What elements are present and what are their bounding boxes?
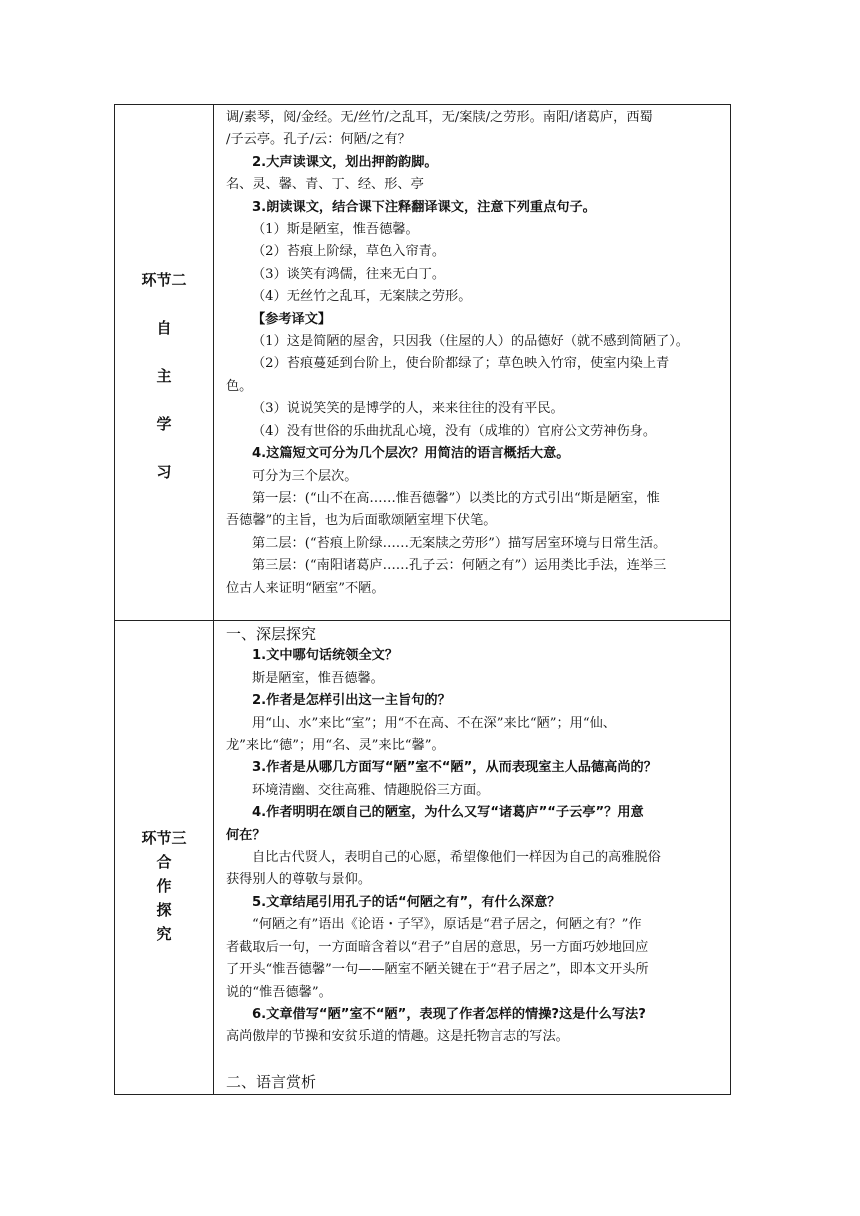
section-two-label-cell [115,105,214,621]
section-two-label: 环节二 自 主 学 习 [141,271,187,481]
layer-one: 第一层：(“山不在高……惟吾德馨”）以类比的方式引出“斯是陋室，惟 [252,490,660,506]
layer-three: 第三层：(“南阳诸葛庐……孔子云：何陋之有”）运用类比手法，连举三 [252,558,667,574]
question-2: 2.作者是怎样引出这一主旨句的？ [252,693,451,709]
question-3: 3.作者是从哪几方面写“陋”室不“陋”，从而表现室主人品德高尚的？ [252,760,657,776]
answer-5: 者截取后一句，一方面暗含着以“君子”自居的意思，另一方面巧妙地回应 [226,939,649,955]
answer-4: 获得别人的尊敬与景仰。 [226,872,372,888]
section-three-content [214,621,731,1095]
text-continuation: /子云亭。孔子/云：何陋/之有？ [226,132,411,148]
question-4: 何在？ [226,827,266,843]
table-row-section-two [115,105,731,621]
table-row-section-three [115,621,731,1095]
section-three-label: 环节三 合 作 探 究 [141,829,187,943]
answer-6: 高尚傲岸的节操和安贫乐道的情趣。这是托物言志的写法。 [226,1029,569,1045]
answer-2: 用“山、水”来比“室”；用“不在高、不在深”来比“陋”；用“仙、 [252,715,616,731]
layer-three: 位古人来证明“陋室”不陋。 [226,580,385,596]
text-continuation: 调/素琴，阅/金经。无/丝竹/之乱耳，无/案牍/之劳形。南阳/诸葛庐，西蜀 [226,110,653,125]
translation: （3）说说笑笑的是博学的人，来来往往的没有平民。 [252,401,564,417]
question-3: 3.朗读课文，结合课下注释翻译课文，注意下列重点句子。 [252,199,596,215]
section-three-label-cell [115,621,214,1095]
layer-one: 吾德馨”的主旨，也为后面歌颂陋室埋下伏笔。 [226,513,497,529]
lesson-table [114,104,731,1095]
key-sentence: （3）谈笑有鸿儒，往来无白丁。 [252,266,446,282]
question-5: 5.文章结尾引用孔子的话“何陋之有”，有什么深意？ [252,894,561,910]
translation: 色。 [226,378,253,394]
answer-4: 可分为三个层次。 [252,468,358,484]
translation: （1）这是简陋的屋舍，只因我（住屋的人）的品德好（就不感到简陋了）。 [252,334,689,350]
answer-5: “何陋之有”语出《论语・子罕》，原话是“君子居之，何陋之有？”作 [252,917,642,933]
answer-4: 自比古代贤人，表明自己的心愿，希望像他们一样因为自己的高雅脱俗 [252,850,661,866]
layer-two: 第二层：(“苔痕上阶绿……无案牍之劳形”）描写居室环境与日常生活。 [252,535,667,551]
answer-2: 名、灵、馨、青、丁、经、形、亭 [226,177,424,193]
question-1: 1.文中哪句话统领全文？ [252,648,399,664]
question-4: 4.这篇短文可分为几个层次？用简洁的语言概括大意。 [252,446,570,462]
answer-1: 斯是陋室，惟吾德馨。 [252,670,384,686]
key-sentence: （4）无丝竹之乱耳，无案牍之劳形。 [252,289,472,305]
question-6: 6.文章借写“陋”室不“陋”，表现了作者怎样的情操?这是什么写法? [252,1006,646,1022]
heading-language-appreciation: 二、语言赏析 [226,1072,317,1091]
answer-2: 龙”来比“德”；用“名、灵”来比“馨”。 [226,738,445,754]
heading-deep-inquiry: 一、深层探究 [226,625,317,643]
answer-3: 环境清幽、交往高雅、情趣脱俗三方面。 [252,782,490,798]
key-sentence: （2）苔痕上阶绿，草色入帘青。 [252,244,446,260]
answer-5: 了开头“惟吾德馨”一句——陋室不陋关键在于“君子居之”，即本文开头所 [226,962,649,978]
key-sentence: （1）斯是陋室，惟吾德馨。 [252,222,419,238]
reference-title: 【参考译文】 [252,311,332,327]
answer-5: 说的“惟吾德馨”。 [226,984,332,1000]
translation: （4）没有世俗的乐曲扰乱心境，没有（成堆的）官府公文劳神伤身。 [252,423,657,439]
question-4: 4.作者明明在颂自己的陋室，为什么又写“诸葛庐”“子云亭”？用意 [252,805,644,821]
section-two-content [214,105,731,621]
translation: （2）苔痕蔓延到台阶上，使台阶都绿了；草色映入竹帘，使室内染上青 [252,356,670,372]
question-2: 2.大声读课文，划出押韵韵脚。 [252,154,438,170]
